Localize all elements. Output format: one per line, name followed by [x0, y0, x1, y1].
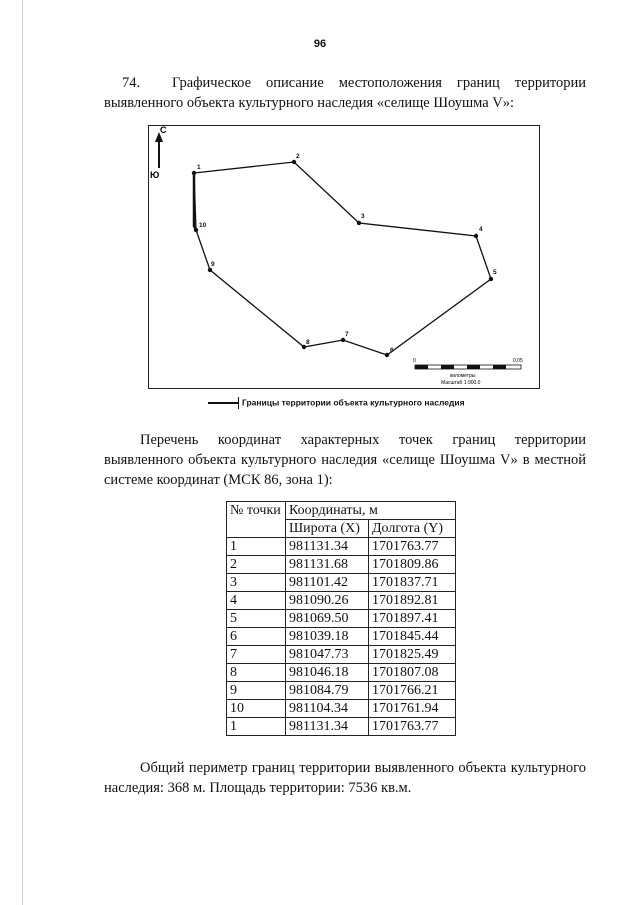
table-row — [227, 646, 456, 664]
coordinates-table — [226, 501, 456, 736]
cell-lat: 981090.26 — [286, 592, 369, 610]
vertex-label-5: 5 — [493, 269, 497, 276]
scale-zero: 0 — [413, 358, 416, 364]
vertex-9 — [208, 268, 212, 272]
cell-lat: 981131.34 — [286, 538, 369, 556]
header-point: № точки — [227, 502, 286, 538]
cell-lat: 981046.18 — [286, 664, 369, 682]
vertex-5 — [489, 277, 493, 281]
vertex-6 — [385, 353, 389, 357]
scale-bar — [413, 358, 523, 386]
legend-bar — [238, 397, 239, 409]
summary-paragraph — [104, 758, 586, 798]
table-row — [227, 610, 456, 628]
north-label: С — [160, 126, 167, 135]
vertex-label-3: 3 — [361, 213, 365, 220]
table-row — [227, 556, 456, 574]
cell-lon: 1701845.44 — [369, 628, 456, 646]
vertex-label-7: 7 — [345, 331, 349, 338]
table-row — [227, 700, 456, 718]
cell-lon: 1701825.49 — [369, 646, 456, 664]
vertex-4 — [474, 234, 478, 238]
cell-point: 4 — [227, 592, 286, 610]
cell-lat: 981104.34 — [286, 700, 369, 718]
section-heading-text: Графическое описание местоположения границ территории выявленного объекта культурного наследия «селище Шоушма V»: — [104, 75, 586, 111]
cell-point: 9 — [227, 682, 286, 700]
cell-point: 6 — [227, 628, 286, 646]
summary-text: Общий периметр границ территории выявленного объекта культурного наследия: 368 м. Площадь территории: 7536 кв.м. — [104, 760, 586, 796]
boundary-vertices — [192, 160, 493, 357]
header-lat: Широта (X) — [286, 520, 369, 538]
cell-lon: 1701809.86 — [369, 556, 456, 574]
vertex-2 — [292, 160, 296, 164]
header-lon: Долгота (Y) — [369, 520, 456, 538]
section-heading — [104, 73, 586, 113]
boundary-map — [148, 125, 540, 389]
cell-lat: 981131.34 — [286, 718, 369, 736]
table-row — [227, 538, 456, 556]
vertex-label-10: 10 — [199, 222, 207, 229]
table-row — [227, 574, 456, 592]
table-row — [227, 664, 456, 682]
cell-lon: 1701766.21 — [369, 682, 456, 700]
coordinates-intro-text: Перечень координат характерных точек границ территории выявленного объекта культурного наследия «селище Шоушма V» в местной системе координат (МСК 86, зона 1): — [104, 432, 586, 488]
cell-lat: 981131.68 — [286, 556, 369, 574]
cell-lat: 981039.18 — [286, 628, 369, 646]
cell-point: 1 — [227, 718, 286, 736]
cell-lon: 1701761.94 — [369, 700, 456, 718]
vertex-10 — [194, 228, 198, 232]
vertex-label-1: 1 — [197, 164, 201, 171]
coordinates-intro — [104, 430, 586, 490]
map-legend — [208, 397, 465, 409]
table-row — [227, 592, 456, 610]
cell-lon: 1701763.77 — [369, 718, 456, 736]
table-header-row — [227, 502, 456, 520]
scale-max: 0,05 — [513, 358, 523, 364]
cell-point: 1 — [227, 538, 286, 556]
cell-point: 7 — [227, 646, 286, 664]
cell-point: 3 — [227, 574, 286, 592]
page-margin-line — [22, 0, 23, 905]
vertex-label-6: 6 — [390, 347, 394, 354]
cell-lon: 1701892.81 — [369, 592, 456, 610]
vertex-label-8: 8 — [306, 339, 310, 346]
cell-lon: 1701807.08 — [369, 664, 456, 682]
vertex-labels — [197, 153, 497, 354]
table-row — [227, 628, 456, 646]
cell-point: 10 — [227, 700, 286, 718]
legend-line-symbol — [208, 402, 238, 404]
cell-lat: 981069.50 — [286, 610, 369, 628]
scale-units: километры — [450, 373, 476, 379]
cell-lon: 1701897.41 — [369, 610, 456, 628]
south-label: Ю — [150, 170, 160, 180]
vertex-3 — [357, 221, 361, 225]
table-row — [227, 718, 456, 736]
cell-lat: 981101.42 — [286, 574, 369, 592]
cell-lon: 1701763.77 — [369, 538, 456, 556]
scale-ratio: Масштаб 1:900.0 — [441, 380, 481, 386]
cell-lat: 981084.79 — [286, 682, 369, 700]
vertex-7 — [341, 338, 345, 342]
page-number: 96 — [313, 38, 327, 50]
cell-point: 2 — [227, 556, 286, 574]
north-arrow — [150, 126, 167, 180]
section-number: 74. — [122, 75, 141, 91]
boundary-map-svg — [149, 126, 539, 388]
legend-text: Границы территории объекта культурного наследия — [242, 397, 465, 408]
vertex-label-4: 4 — [479, 226, 483, 233]
cell-point: 8 — [227, 664, 286, 682]
boundary-polygon — [194, 162, 491, 355]
vertex-label-2: 2 — [296, 153, 300, 160]
cell-lat: 981047.73 — [286, 646, 369, 664]
header-coords: Координаты, м — [286, 502, 456, 520]
cell-point: 5 — [227, 610, 286, 628]
vertex-1 — [192, 171, 196, 175]
vertex-label-9: 9 — [211, 261, 215, 268]
cell-lon: 1701837.71 — [369, 574, 456, 592]
table-row — [227, 682, 456, 700]
